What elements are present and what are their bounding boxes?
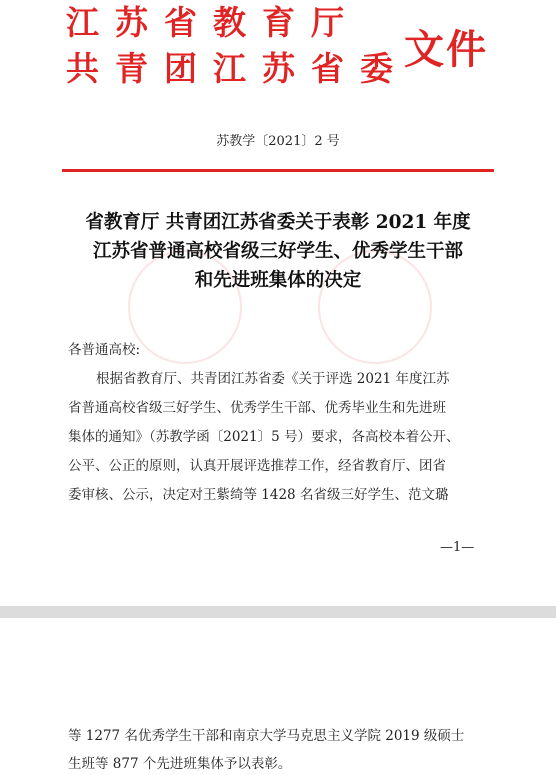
body-line: 根据省教育厅、共青团江苏省委《关于评选 2021 年度江苏 [96, 371, 450, 387]
header-line-2: 共青团江苏省委 [66, 49, 409, 88]
body-line: 生班等 877 个先进班集体予以表彰。 [68, 756, 292, 772]
title-line: 省教育厅 共青团江苏省委关于表彰 2021 年度 [85, 212, 471, 233]
document-page-2 [0, 618, 556, 775]
header-line-1: 江苏省教育厅 [66, 3, 360, 42]
body-line: 公平、公正的原则，认真开展评选推荐工作，经省教育厅、团省 [68, 458, 446, 474]
salutation: 各普通高校: [68, 342, 141, 358]
document-number: 苏教学〔2021〕2 号 [216, 134, 340, 149]
title-line: 江苏省普通高校省级三好学生、优秀学生干部 [92, 241, 463, 262]
body-line: 集体的通知》（苏教学函〔2021〕5 号）要求，各高校本着公开、 [68, 429, 460, 445]
body-line: 等 1277 名优秀学生干部和南京大学马克思主义学院 2019 级硕士 [68, 728, 465, 744]
red-divider-rule [62, 169, 494, 172]
header-suffix: 文件 [404, 26, 488, 73]
title-line: 和先进班集体的决定 [194, 270, 362, 291]
body-line: 省普通高校省级三好学生、优秀学生干部、优秀毕业生和先进班 [68, 400, 446, 416]
document-title [40, 208, 516, 295]
body-line: 委审核、公示，决定对王紫绮等 1428 名省级三好学生、范文璐 [68, 487, 449, 503]
page-number: —1— [440, 540, 475, 555]
